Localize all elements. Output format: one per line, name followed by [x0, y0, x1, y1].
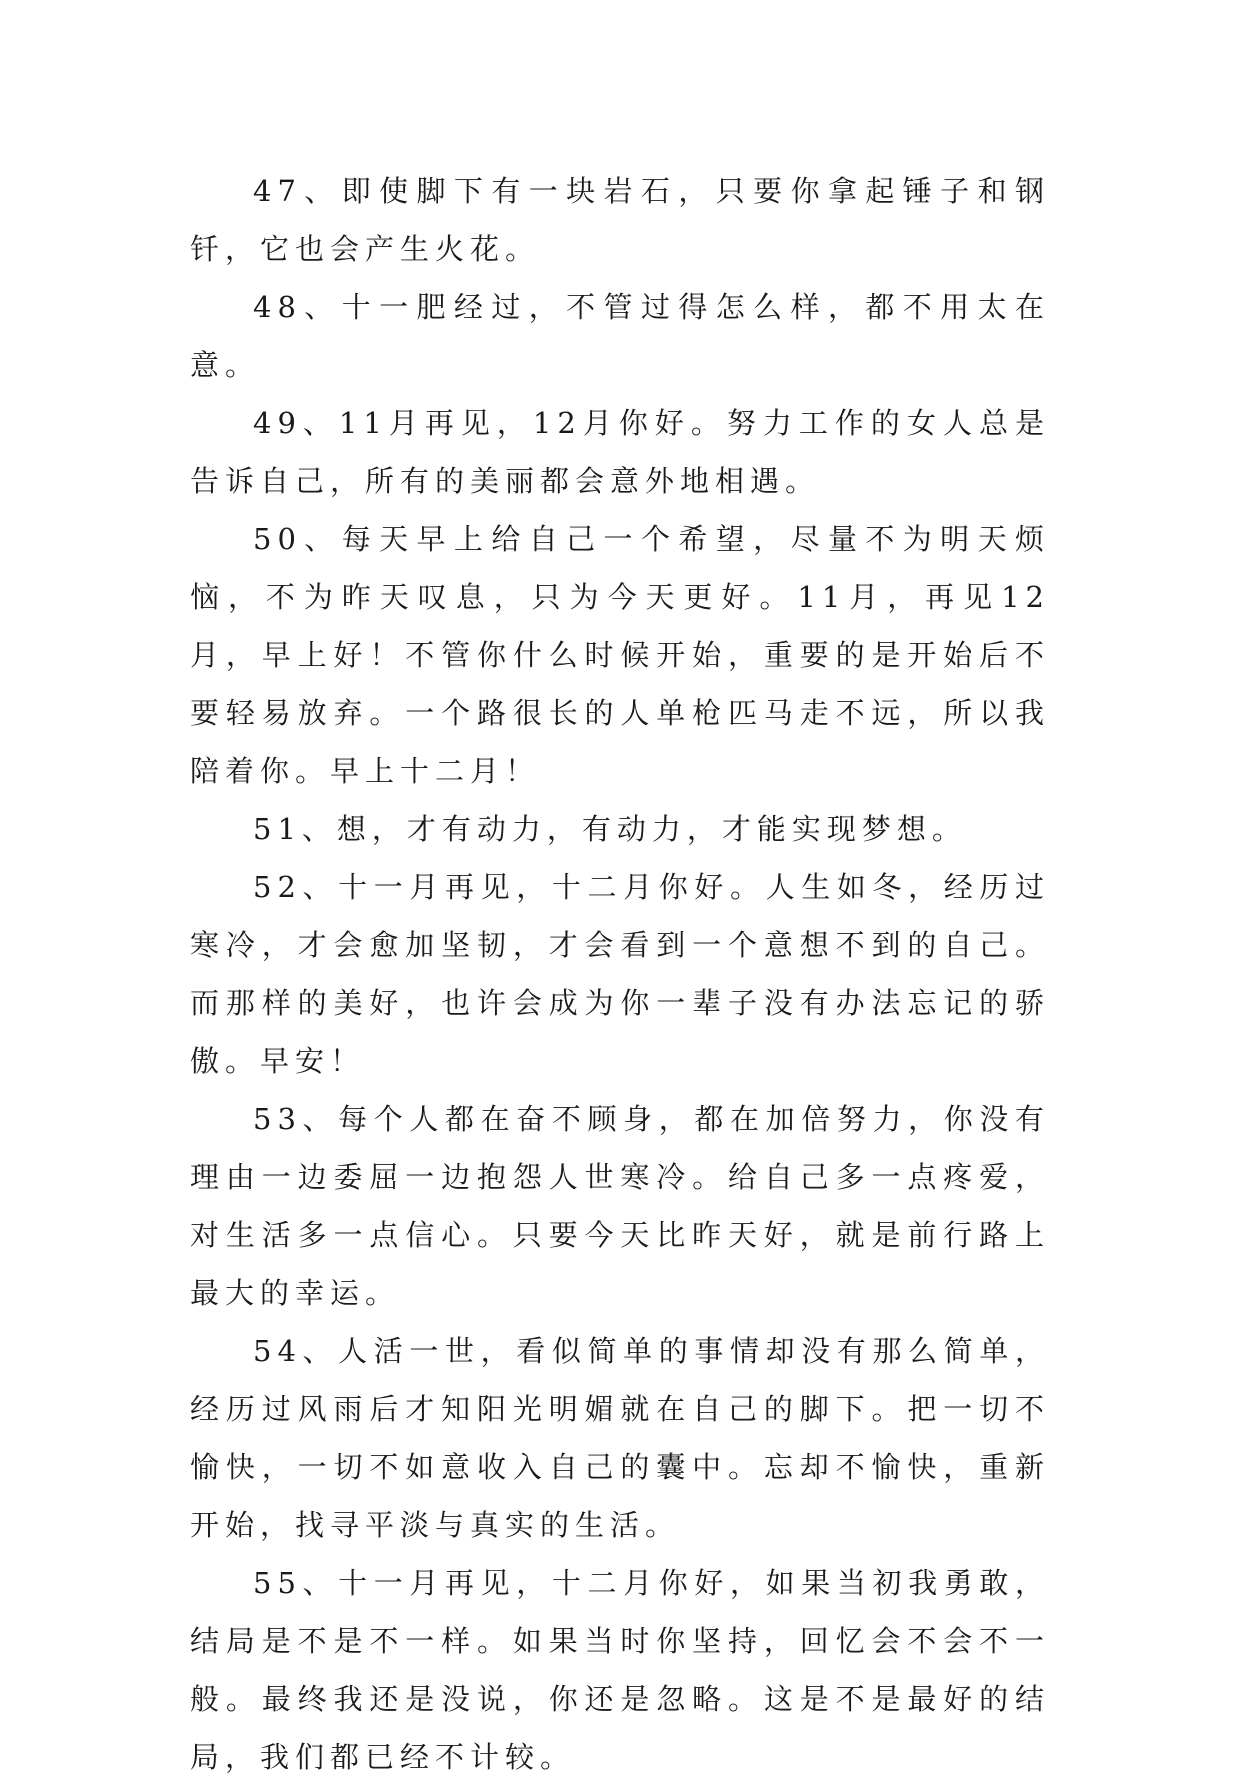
paragraph-53: 53、每个人都在奋不顾身，都在加倍努力，你没有理由一边委屈一边抱怨人世寒冷。给自己多一点疼爱，对生活多一点信心。只要今天比昨天好，就是前行路上最大的幸运。: [190, 1102, 1050, 1310]
paragraph-47: 47、即使脚下有一块岩石，只要你拿起锤子和钢钎，它也会产生火花。: [190, 174, 1050, 266]
paragraph-55: 55、十一月再见，十二月你好，如果当初我勇敢，结局是不是不一样。如果当时你坚持，回忆会不会不一般。最终我还是没说，你还是忽略。这是不是最好的结局，我们都已经不计较。: [190, 1566, 1050, 1774]
document-body: [190, 162, 1050, 1786]
paragraph-51: 51、想，才有动力，有动力，才能实现梦想。: [253, 812, 967, 846]
paragraph-50: 50、每天早上给自己一个希望，尽量不为明天烦恼，不为昨天叹息，只为今天更好。11月，再见12月，早上好！不管你什么时候开始，重要的是开始后不要轻易放弃。一个路很长的人单枪匹马走不远，所以我陪着你。早上十二月！: [190, 522, 1050, 788]
paragraph-48: 48、十一肥经过，不管过得怎么样，都不用太在意。: [190, 290, 1050, 382]
paragraph-54: 54、人活一世，看似简单的事情却没有那么简单，经历过风雨后才知阳光明媚就在自己的脚下。把一切不愉快，一切不如意收入自己的囊中。忘却不愉快，重新开始，找寻平淡与真实的生活。: [190, 1334, 1050, 1542]
paragraph-49: 49、11月再见，12月你好。努力工作的女人总是告诉自己，所有的美丽都会意外地相遇。: [190, 406, 1050, 498]
paragraph-52: 52、十一月再见，十二月你好。人生如冬，经历过寒冷，才会愈加坚韧，才会看到一个意想不到的自己。而那样的美好，也许会成为你一辈子没有办法忘记的骄傲。早安！: [190, 870, 1050, 1078]
